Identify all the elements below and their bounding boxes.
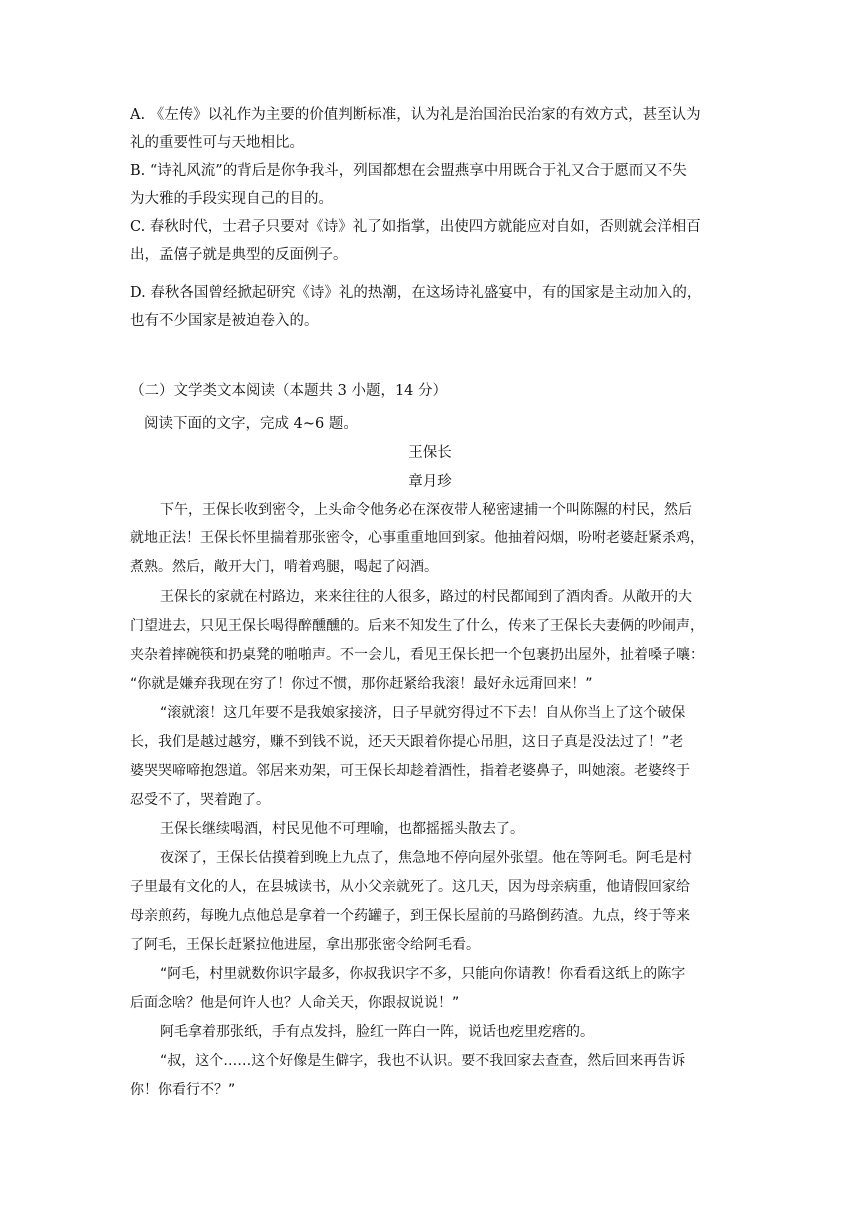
- story-line: 你！你看行不？”: [130, 1082, 236, 1098]
- story-line: “叔，这个……这个好像是生僻字，我也不认识。要不我回家去查查，然后回来再告诉: [160, 1053, 686, 1069]
- story-line: 夜深了，王保长估摸着到晚上九点了，焦急地不停向屋外张望。他在等阿毛。阿毛是村: [160, 850, 692, 866]
- option-d-line-1: D. 春秋各国曾经掀起研究《诗》礼的热潮，在这场诗礼盛宴中，有的国家是主动加入的，: [130, 285, 702, 301]
- story-line: “滚就滚！这几年要不是我娘家接济，日子早就穷得过不下去！自从你当上了这个破保: [160, 705, 686, 721]
- story-line: 长，我们是越过越穷，赚不到钱不说，还天天跟着你提心吊胆，这日子真是没法过了！”老: [130, 734, 684, 750]
- story-line: 门望进去，只见王保长喝得醉醺醺的。后来不知发生了什么，传来了王保长夫妻俩的吵闹声，: [130, 618, 704, 634]
- story-line: 后面念啥？他是何许人也？人命关天，你跟叔说说！”: [130, 995, 460, 1011]
- story-line: 阿毛拿着那张纸，手有点发抖，脸红一阵白一阵，说话也疙里疙瘩的。: [160, 1024, 594, 1040]
- option-d-line-2: 也有不少国家是被迫卷入的。: [130, 313, 319, 329]
- story-line: 就地正法！王保长怀里揣着那张密令，心事重重地回到家。他抽着闷烟，吩咐老婆赶紧杀鸡，: [130, 530, 704, 546]
- story-line: 王保长继续喝酒，村民见他不可理喻，也都摇摇头散去了。: [160, 821, 524, 837]
- option-a-line-1: A. 《左传》以礼作为主要的价值判断标准，认为礼是治国治民治家的有效方式，甚至认为: [130, 107, 701, 123]
- section-heading: （二）文学类文本阅读（本题共 3 小题，14 分）: [130, 383, 448, 399]
- story-line: 子里最有文化的人，在县城读书，从小父亲就死了。这几天，因为母亲病重，他请假回家给: [130, 879, 690, 895]
- option-b-line-1: B. “诗礼风流”的背后是你争我斗，列国都想在会盟燕享中用既合于礼又合于愿而又不失: [130, 163, 687, 179]
- option-a-line-2: 礼的重要性可与天地相比。: [130, 135, 304, 151]
- story-line: 下午，王保长收到密令，上头命令他务必在深夜带人秘密逮捕一个叫陈隰的村民，然后: [160, 502, 692, 518]
- story-line: 婆哭哭啼啼抱怨道。邻居来劝架，可王保长却趁着酒性，指着老婆鼻子，叫她滚。老婆终于: [130, 763, 690, 779]
- section-instruction: 阅读下面的文字，完成 4~6 题。: [144, 416, 358, 432]
- story-line: 了阿毛，王保长赶紧拉他进屋，拿出那张密令给阿毛看。: [130, 937, 480, 953]
- story-line: 母亲煎药，每晚九点他总是拿着一个药罐子，到王保长屋前的马路倒药渣。九点，终于等来: [130, 908, 690, 924]
- story-author: 章月珍: [408, 474, 452, 490]
- story-title: 王保长: [408, 445, 452, 461]
- story-line: “阿毛，村里就数你识字最多，你叔我识字不多，只能向你请教！你看看这纸上的陈字: [160, 966, 686, 982]
- story-line: 王保长的家就在村路边，来来往往的人很多，路过的村民都闻到了酒肉香。从敞开的大: [160, 589, 692, 605]
- option-b-line-2: 为大雅的手段实现自己的目的。: [130, 191, 333, 207]
- option-c-line-2: 出，孟僖子就是典型的反面例子。: [130, 247, 348, 263]
- story-line: 夹杂着摔碗筷和扔桌凳的啪啪声。不一会儿，看见王保长把一个包裹扔出屋外，扯着嗓子嚷：: [130, 647, 704, 663]
- story-line: 煮熟。然后，敞开大门，啃着鸡腿，喝起了闷酒。: [130, 559, 438, 575]
- story-line: “你就是嫌弃我现在穷了！你过不惯，那你赶紧给我滚！最好永远甭回来！”: [130, 676, 593, 692]
- option-c-line-1: C. 春秋时代，士君子只要对《诗》礼了如指掌，出使四方就能应对自如，否则就会洋相百: [130, 219, 701, 235]
- story-line: 忍受不了，哭着跑了。: [130, 792, 270, 808]
